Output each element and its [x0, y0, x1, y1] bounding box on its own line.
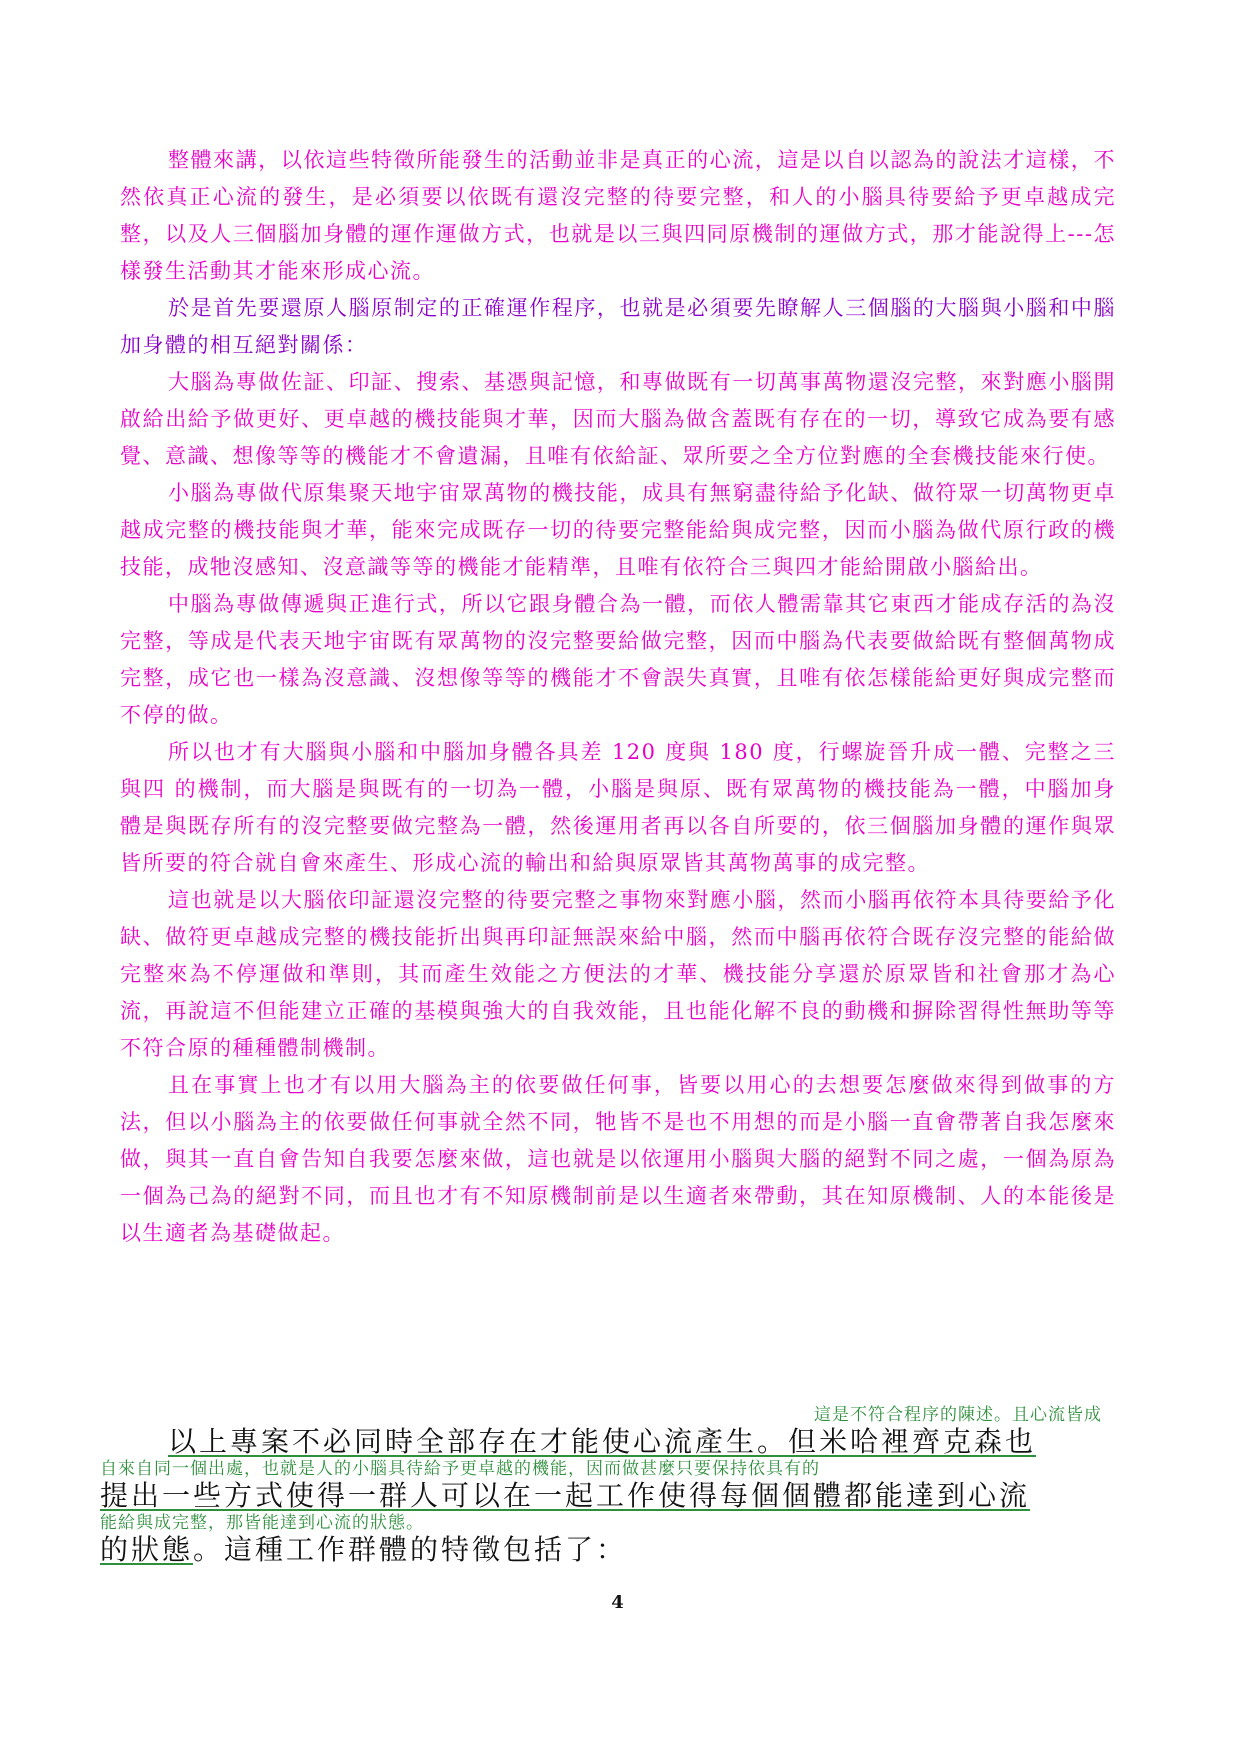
quote-line-1: 以上專案不必同時全部存在才能使心流產生。但米哈裡齊克森也	[168, 1425, 1037, 1458]
annotation-2: 自來自同一個出處，也就是人的小腦具待給予更卓越的機能，因而做甚麼只要保持依具有的	[100, 1459, 820, 1479]
paragraph-1: 整體來講，以依這些特徵所能發生的活動並非是真正的心流，這是以自以認為的說法才這樣，不然依真正心流的發生，是必須要以依既有還沒完整的待要完整，和人的小腦具待要給予更卓越成完整，以及人三個腦加身體的運作運做方式，也就是以三與四同原機制的運做方式，那才能說得上---怎樣發生活動其才能來形成心流。	[120, 148, 1116, 283]
annotated-quote	[100, 1405, 1110, 1567]
paragraph-2: 於是首先要還原人腦原制定的正確運作程序，也就是必須要先瞭解人三個腦的大腦與小腦和中腦加身體的相互絕對關係：	[120, 296, 1116, 357]
quote-line-3	[100, 1533, 1110, 1567]
page-number: 4	[611, 1592, 624, 1613]
body-text	[120, 142, 1116, 1252]
paragraph-6: 所以也才有大腦與小腦和中腦加身體各具差 120 度與 180 度，行螺旋晉升成一體、完整之三與四 的機制，而大腦是與既有的一切為一體，小腦是與原、既有眾萬物的機技能為一體，中腦加身體是與既存所有的沒完整要做完整為一體，然後運用者再以各自所要的，依三個腦加身體的運作與眾皆所要的符合就自會來產生、形成心流的輸出和給與原眾皆其萬物萬事的成完整。	[120, 740, 1116, 875]
paragraph-3: 大腦為專做佐証、印証、搜索、基憑與記憶，和專做既有一切萬事萬物還沒完整，來對應小腦開啟給出給予做更好、更卓越的機技能與才華，因而大腦為做含蓋既有存在的一切，導致它成為要有感覺、意識、想像等等的機能才不會遺漏，且唯有依給証、眾所要之全方位對應的全套機技能來行使。	[120, 370, 1116, 468]
quote-line-2: 提出一些方式使得一群人可以在一起工作使得每個個體都能達到心流	[100, 1479, 1031, 1512]
paragraph-5: 中腦為專做傳遞與正進行式，所以它跟身體合為一體，而依人體需靠其它東西才能成存活的為沒完整，等成是代表天地宇宙既有眾萬物的沒完整要給做完整，因而中腦為代表要做給既有整個萬物成完整，成它也一樣為沒意識、沒想像等等的機能才不會誤失真實，且唯有依怎樣能給更好與成完整而不停的做。	[120, 592, 1116, 727]
paragraph-8: 且在事實上也才有以用大腦為主的依要做任何事，皆要以用心的去想要怎麼做來得到做事的方法，但以小腦為主的依要做任何事就全然不同，牠皆不是也不用想的而是小腦一直會帶著自我怎麼來做，與其一直自會告知自我要怎麼來做，這也就是以依運用小腦與大腦的絕對不同之處，一個為原為一個為己為的絕對不同，而且也才有不知原機制前是以生適者來帶動，其在知原機制、人的本能後是以生適者為基礎做起。	[120, 1073, 1116, 1245]
paragraph-7: 這也就是以大腦依印証還沒完整的待要完整之事物來對應小腦，然而小腦再依符本具待要給予化缺、做符更卓越成完整的機技能折出與再印証無誤來給中腦，然而中腦再依符合既存沒完整的能給做完整來為不停運做和準則，其而產生效能之方便法的才華、機技能分享還於原眾皆和社會那才為心流，再說這不但能建立正確的基模與強大的自我效能，且也能化解不良的動機和摒除習得性無助等等不符合原的種種體制機制。	[120, 888, 1116, 1060]
quote-line-3-rest: 。這種工作群體的特徵包括了：	[193, 1533, 628, 1566]
annotation-1: 這是不符合程序的陳述。且心流皆成	[814, 1405, 1102, 1425]
paragraph-4: 小腦為專做代原集聚天地宇宙眾萬物的機技能，成具有無窮盡待給予化缺、做符眾一切萬物更卓越成完整的機技能與才華，能來完成既存一切的待要完整能給與成完整，因而小腦為做代原行政的機技能，成牠沒感知、沒意識等等的機能才能精準，且唯有依符合三與四才能給開啟小腦給出。	[120, 481, 1116, 579]
quote-line-3-underlined: 的狀態	[100, 1533, 194, 1566]
annotation-3: 能給與成完整，那皆能達到心流的狀態。	[100, 1513, 424, 1533]
